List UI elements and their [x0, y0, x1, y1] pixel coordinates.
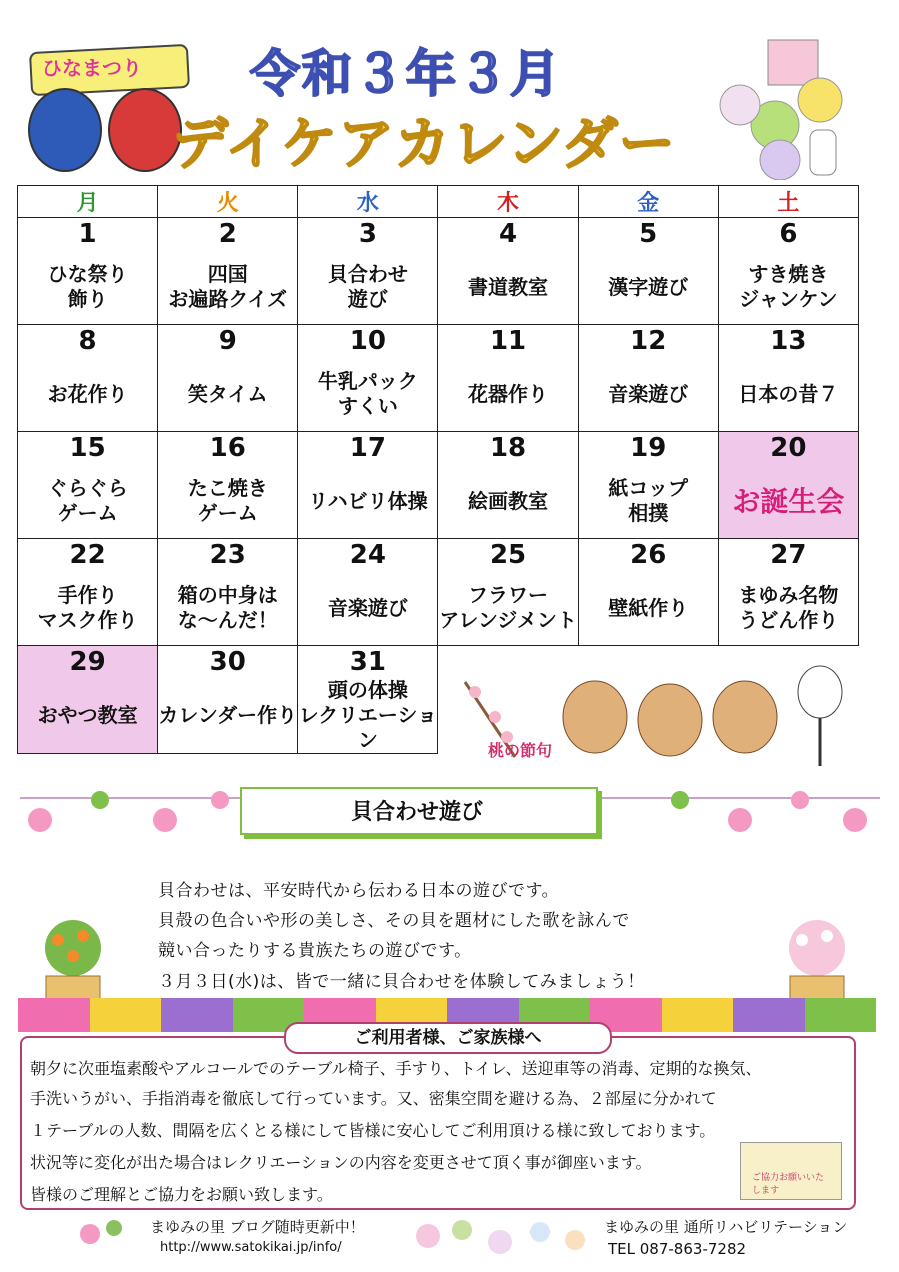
event-cell — [578, 250, 718, 325]
event-line: 漢字遊び — [608, 274, 689, 299]
event-cell — [18, 357, 158, 432]
event-line: 壁紙作り — [608, 595, 689, 620]
week-row-4-events — [18, 571, 859, 646]
weekday-fri: 金 — [578, 186, 718, 218]
event-cell — [158, 357, 298, 432]
weekday-mon: 月 — [18, 186, 158, 218]
event-cell — [158, 571, 298, 646]
event-cell — [578, 357, 718, 432]
event-line: 紙コップ — [608, 476, 688, 500]
event-line: うどん作り — [738, 608, 839, 632]
page-title-date: 令和３年３月 — [250, 45, 562, 103]
day-number: 6 — [718, 218, 858, 251]
day-number: 27 — [718, 539, 858, 572]
notice-line: 状況等に変化が出た場合はレクリエーションの内容を変更させて頂く事が御座います。 — [30, 1153, 652, 1172]
week-row-4-dates — [18, 539, 859, 572]
staff-sign-text: ご協力お願いいたします — [752, 1173, 825, 1196]
birthday-event-cell — [718, 464, 858, 539]
hina-doll-female-icon — [108, 88, 182, 172]
event-line: お誕生会 — [732, 484, 845, 518]
day-number: 1 — [18, 218, 158, 251]
bird-blossom-icon — [70, 1214, 130, 1254]
event-cell — [438, 250, 578, 325]
event-cell — [438, 357, 578, 432]
event-line: 箱の中身は — [177, 583, 278, 607]
day-number: 30 — [158, 646, 298, 679]
section-text-line: 貝殻の色合いや形の美しさ、その貝を題材にした歌を詠んで — [158, 911, 630, 931]
website-link[interactable]: http://www.satokikai.jp/info/ — [160, 1240, 342, 1255]
page-title: デイケアカレンダー — [172, 112, 676, 177]
event-line: お遍路クイズ — [168, 287, 288, 311]
week-row-3-events — [18, 464, 859, 539]
event-line: レクリエーション — [298, 703, 438, 752]
day-number: 16 — [158, 432, 298, 465]
flower-basket-right-icon — [772, 918, 862, 1010]
event-cell — [18, 464, 158, 539]
decorative-flowers-icon — [410, 1214, 590, 1258]
notice-title: ご利用者様、ご家族様へ — [284, 1022, 612, 1054]
day-number: 23 — [158, 539, 298, 572]
event-line: 飾り — [67, 287, 108, 311]
event-line: ゲーム — [197, 501, 258, 525]
day-number: 19 — [578, 432, 718, 465]
event-line: な～んだ！ — [177, 608, 278, 632]
event-line: 貝合わせ — [327, 262, 408, 286]
event-line: 音楽遊び — [608, 381, 689, 406]
event-line: 手作り — [57, 583, 118, 607]
day-number: 26 — [578, 539, 718, 572]
weekday-thu: 木 — [438, 186, 578, 218]
event-line: 絵画教室 — [468, 488, 549, 513]
event-line: 音楽遊び — [327, 595, 408, 620]
event-cell — [438, 464, 578, 539]
week-row-3-dates — [18, 432, 859, 465]
facility-name: まゆみの里 通所リハビリテーション — [604, 1218, 848, 1236]
event-line: ゲーム — [57, 501, 118, 525]
illustration-caption: 桃の節句 — [488, 741, 553, 760]
day-number: 17 — [298, 432, 438, 465]
day-number: 9 — [158, 325, 298, 358]
event-line: 書道教室 — [468, 274, 549, 299]
event-line: 花器作り — [468, 381, 549, 406]
event-line: ひな祭り — [47, 262, 128, 286]
event-line: 四国 — [207, 262, 248, 286]
event-cell — [298, 250, 438, 325]
day-number: 12 — [578, 325, 718, 358]
event-line: フラワー — [468, 583, 549, 607]
event-cell — [438, 571, 578, 646]
event-cell — [298, 678, 438, 754]
flower-basket-left-icon — [28, 918, 118, 1010]
day-number: 24 — [298, 539, 438, 572]
event-line: すくい — [337, 394, 398, 418]
event-line: すき焼き — [748, 262, 829, 286]
notice-line: 手洗いうがい、手指消毒を徹底して行っています。又、密集空間を避ける為、２部屋に分かれて — [30, 1089, 717, 1108]
blog-notice: まゆみの里 ブログ随時更新中！ — [150, 1218, 365, 1236]
weekday-wed: 水 — [298, 186, 438, 218]
event-cell — [718, 571, 858, 646]
weekday-sat: 土 — [718, 186, 858, 218]
event-line: アレンジメント — [439, 608, 577, 632]
event-line: たこ焼き — [187, 476, 268, 500]
event-line: カレンダー作り — [158, 703, 298, 727]
day-number: 13 — [718, 325, 858, 358]
section-text-line: 競い合ったりする貴族たちの遊びです。 — [158, 941, 472, 961]
weekday-tue: 火 — [158, 186, 298, 218]
event-cell — [718, 250, 858, 325]
weekday-header-row — [18, 186, 859, 218]
day-number: 4 — [438, 218, 578, 251]
event-line: 頭の体操 — [327, 678, 408, 702]
event-line: ジャンケン — [739, 287, 838, 311]
day-number: 3 — [298, 218, 438, 251]
event-cell — [578, 464, 718, 539]
notice-line: １テーブルの人数、間隔を広くとる様にして皆様に安心してご利用頂ける様に致しております。 — [30, 1121, 716, 1140]
event-line: リハビリ体操 — [308, 488, 428, 513]
event-cell — [18, 678, 158, 754]
notice-line: 朝夕に次亜塩素酸やアルコールでのテーブル椅子、手すり、トイレ、送迎車等の消毒、定期的な換気、 — [30, 1059, 762, 1078]
event-line: 牛乳パック — [317, 369, 418, 393]
event-line: 笑タイム — [187, 381, 268, 406]
event-line: 日本の昔７ — [738, 381, 839, 406]
day-number: 8 — [18, 325, 158, 358]
event-cell — [718, 357, 858, 432]
day-number: 5 — [578, 218, 718, 251]
day-number: 25 — [438, 539, 578, 572]
day-number: 18 — [438, 432, 578, 465]
section-text-line: ３月３日(水)は、皆で一緒に貝合わせを体験してみましょう！ — [158, 972, 645, 992]
event-cell — [158, 678, 298, 754]
section-title: 貝合わせ遊び — [350, 800, 483, 825]
week-row-1-dates — [18, 218, 859, 251]
day-number: 22 — [18, 539, 158, 572]
event-cell — [578, 571, 718, 646]
event-line: ぐらぐら — [47, 476, 128, 500]
notice-line: 皆様のご理解とご協力をお願い致します。 — [30, 1185, 333, 1204]
event-cell — [158, 464, 298, 539]
day-number: 29 — [18, 646, 158, 679]
event-line: お花作り — [47, 381, 128, 406]
event-cell — [298, 357, 438, 432]
week-row-2-events — [18, 357, 859, 432]
event-line: 遊び — [347, 287, 388, 311]
event-line: まゆみ名物 — [738, 583, 839, 607]
event-line: マスク作り — [37, 608, 138, 632]
week-row-2-dates — [18, 325, 859, 358]
event-cell — [158, 250, 298, 325]
day-number: 15 — [18, 432, 158, 465]
event-cell — [18, 250, 158, 325]
event-cell — [18, 571, 158, 646]
day-number: 11 — [438, 325, 578, 358]
event-line: おやつ教室 — [37, 703, 138, 727]
event-cell — [298, 464, 438, 539]
week-row-1-events — [18, 250, 859, 325]
event-cell — [298, 571, 438, 646]
day-number: 10 — [298, 325, 438, 358]
section-text-line: 貝合わせは、平安時代から伝わる日本の遊びです。 — [158, 881, 560, 901]
event-line: 相撲 — [628, 501, 669, 525]
hina-banner-text: ひなまつり — [42, 56, 142, 80]
mochi-sweets-icon — [680, 30, 860, 180]
day-number: 31 — [298, 646, 438, 679]
day-number: 20 — [718, 432, 858, 465]
phone-number: TEL 087-863-7282 — [608, 1240, 747, 1258]
hina-doll-male-icon — [28, 88, 102, 172]
day-number: 2 — [158, 218, 298, 251]
